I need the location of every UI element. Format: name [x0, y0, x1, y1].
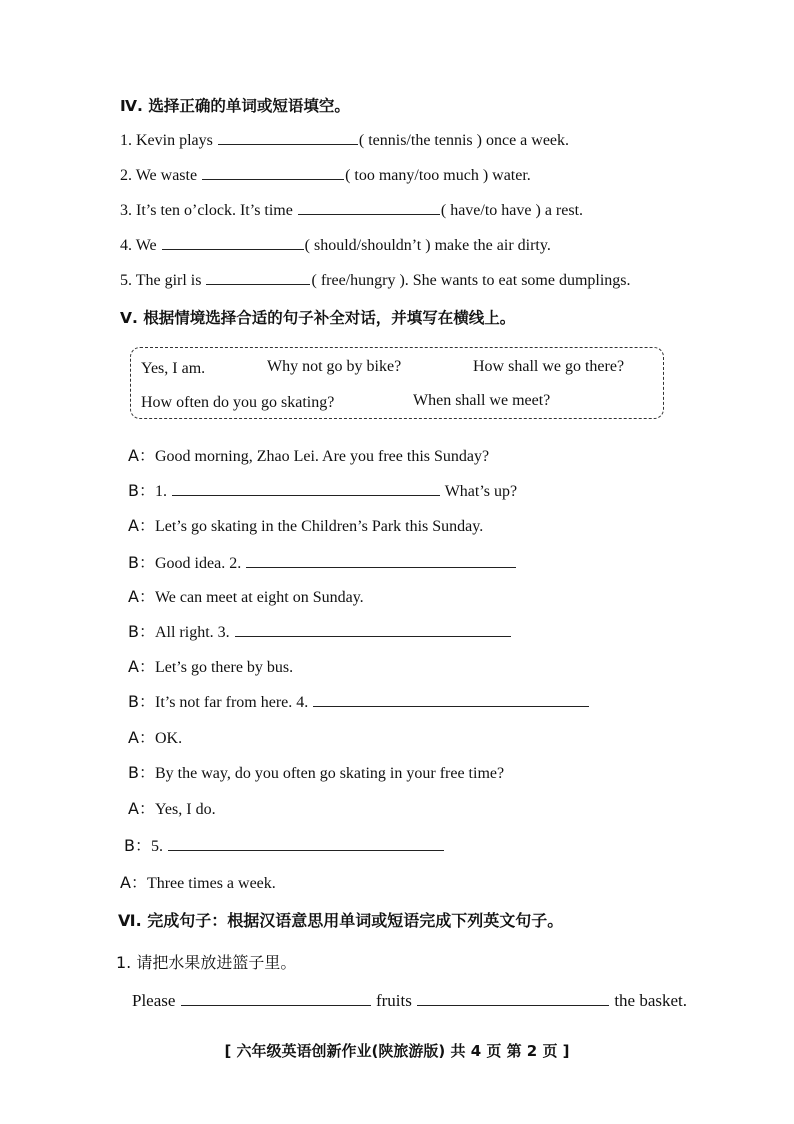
dialogue-line-7 — [128, 657, 293, 678]
q1-blank-2[interactable] — [417, 991, 609, 1006]
option-when-meet: When shall we meet? — [413, 392, 551, 409]
dialogue-text: All right. 3. — [154, 624, 230, 641]
item-3-blank[interactable] — [298, 200, 440, 215]
dialogue-text: Good morning, Zhao Lei. Are you free this Sunday? — [154, 448, 490, 465]
item-5-text: 5. The girl is — [120, 272, 202, 289]
speaker-label: A： — [128, 587, 155, 606]
item-5-options: ( free/hungry ). She wants to eat some dumplings. — [311, 272, 631, 289]
dialogue-line-9 — [128, 728, 182, 749]
dialogue-line-6 — [128, 622, 512, 643]
dialogue-line-12 — [124, 836, 445, 857]
section-4-item-4 — [120, 235, 551, 256]
dialogue-text: Yes, I do. — [154, 801, 216, 818]
dialogue-line-3 — [128, 516, 483, 537]
item-2-blank[interactable] — [202, 165, 344, 180]
section-5-heading: Ⅴ. 根据情境选择合适的句子补全对话，并填写在横线上。 — [120, 309, 516, 327]
speaker-label: A： — [128, 446, 155, 465]
dialogue-text-after: What’s up? — [444, 483, 518, 500]
item-3-text: 3. It’s ten o’clock. It’s time — [120, 202, 293, 219]
q1-text-fruits: fruits — [375, 991, 412, 1010]
dialogue-line-8 — [128, 692, 590, 713]
item-4-options: ( should/shouldn’t ) make the air dirty. — [304, 237, 551, 254]
dialogue-text: 5. — [150, 838, 163, 855]
dialogue-line-4 — [128, 553, 517, 574]
item-1-text: 1. Kevin plays — [120, 132, 213, 149]
option-how-go-there: How shall we go there? — [473, 358, 625, 375]
dialogue-line-13 — [120, 873, 276, 894]
item-4-blank[interactable] — [162, 235, 304, 250]
item-3-options: ( have/to have ) a rest. — [440, 202, 584, 219]
page-footer: [ 六年级英语创新作业(陕旅游版) 共 4 页 第 2 页 ] — [224, 1042, 570, 1060]
option-yes-i-am: Yes, I am. — [141, 360, 206, 377]
speaker-label: A： — [120, 873, 147, 892]
speaker-label: B： — [128, 553, 155, 572]
dialogue-blank-4[interactable] — [313, 692, 589, 707]
speaker-label: B： — [128, 481, 155, 500]
dialogue-blank-5[interactable] — [168, 836, 444, 851]
dialogue-blank-1[interactable] — [172, 481, 440, 496]
section-4-heading: Ⅳ. 选择正确的单词或短语填空。 — [120, 97, 350, 115]
options-box — [130, 347, 664, 419]
dialogue-blank-2[interactable] — [246, 553, 516, 568]
speaker-label: A： — [128, 728, 155, 747]
speaker-label: A： — [128, 799, 155, 818]
option-how-often-skating: How often do you go skating? — [141, 394, 335, 411]
dialogue-line-5 — [128, 587, 364, 608]
dialogue-text: Let’s go there by bus. — [154, 659, 294, 676]
dialogue-text: It’s not far from here. 4. — [154, 694, 309, 711]
dialogue-line-2 — [128, 481, 517, 502]
q1-blank-1[interactable] — [181, 991, 371, 1006]
speaker-label: B： — [128, 763, 155, 782]
dialogue-text: 1. — [154, 483, 167, 500]
q1-text-please: Please — [132, 991, 176, 1010]
option-why-not-bike: Why not go by bike? — [267, 358, 402, 375]
speaker-label: A： — [128, 516, 155, 535]
item-4-text: 4. We — [120, 237, 157, 254]
dialogue-blank-3[interactable] — [235, 622, 511, 637]
speaker-label: A： — [128, 657, 155, 676]
item-1-blank[interactable] — [218, 130, 358, 145]
item-2-text: 2. We waste — [120, 167, 198, 184]
section-4-item-3 — [120, 200, 583, 221]
section-4-item-2 — [120, 165, 531, 186]
section-6-q1-sentence — [132, 991, 687, 1011]
dialogue-text: Let’s go skating in the Children’s Park this Sunday. — [154, 518, 484, 535]
dialogue-text: Good idea. 2. — [154, 555, 242, 572]
speaker-label: B： — [128, 622, 155, 641]
q1-text-basket: the basket. — [614, 991, 688, 1010]
dialogue-text: OK. — [154, 730, 183, 747]
dialogue-text: Three times a week. — [146, 875, 276, 892]
section-4-item-5 — [120, 270, 631, 291]
dialogue-text: We can meet at eight on Sunday. — [154, 589, 364, 606]
section-4-item-1 — [120, 130, 569, 151]
item-1-options: ( tennis/the tennis ) once a week. — [358, 132, 570, 149]
speaker-label: B： — [128, 692, 155, 711]
item-5-blank[interactable] — [206, 270, 310, 285]
item-2-options: ( too many/too much ) water. — [345, 167, 531, 184]
speaker-label: B： — [124, 836, 151, 855]
dialogue-line-1 — [128, 446, 489, 467]
dialogue-line-11 — [128, 799, 216, 820]
section-6-q1-chinese: 1. 请把水果放进篮子里。 — [116, 953, 297, 972]
dialogue-text: By the way, do you often go skating in your free time? — [154, 765, 505, 782]
dialogue-line-10 — [128, 763, 504, 784]
section-6-heading: Ⅵ. 完成句子：根据汉语意思用单词或短语完成下列英文句子。 — [118, 911, 564, 930]
